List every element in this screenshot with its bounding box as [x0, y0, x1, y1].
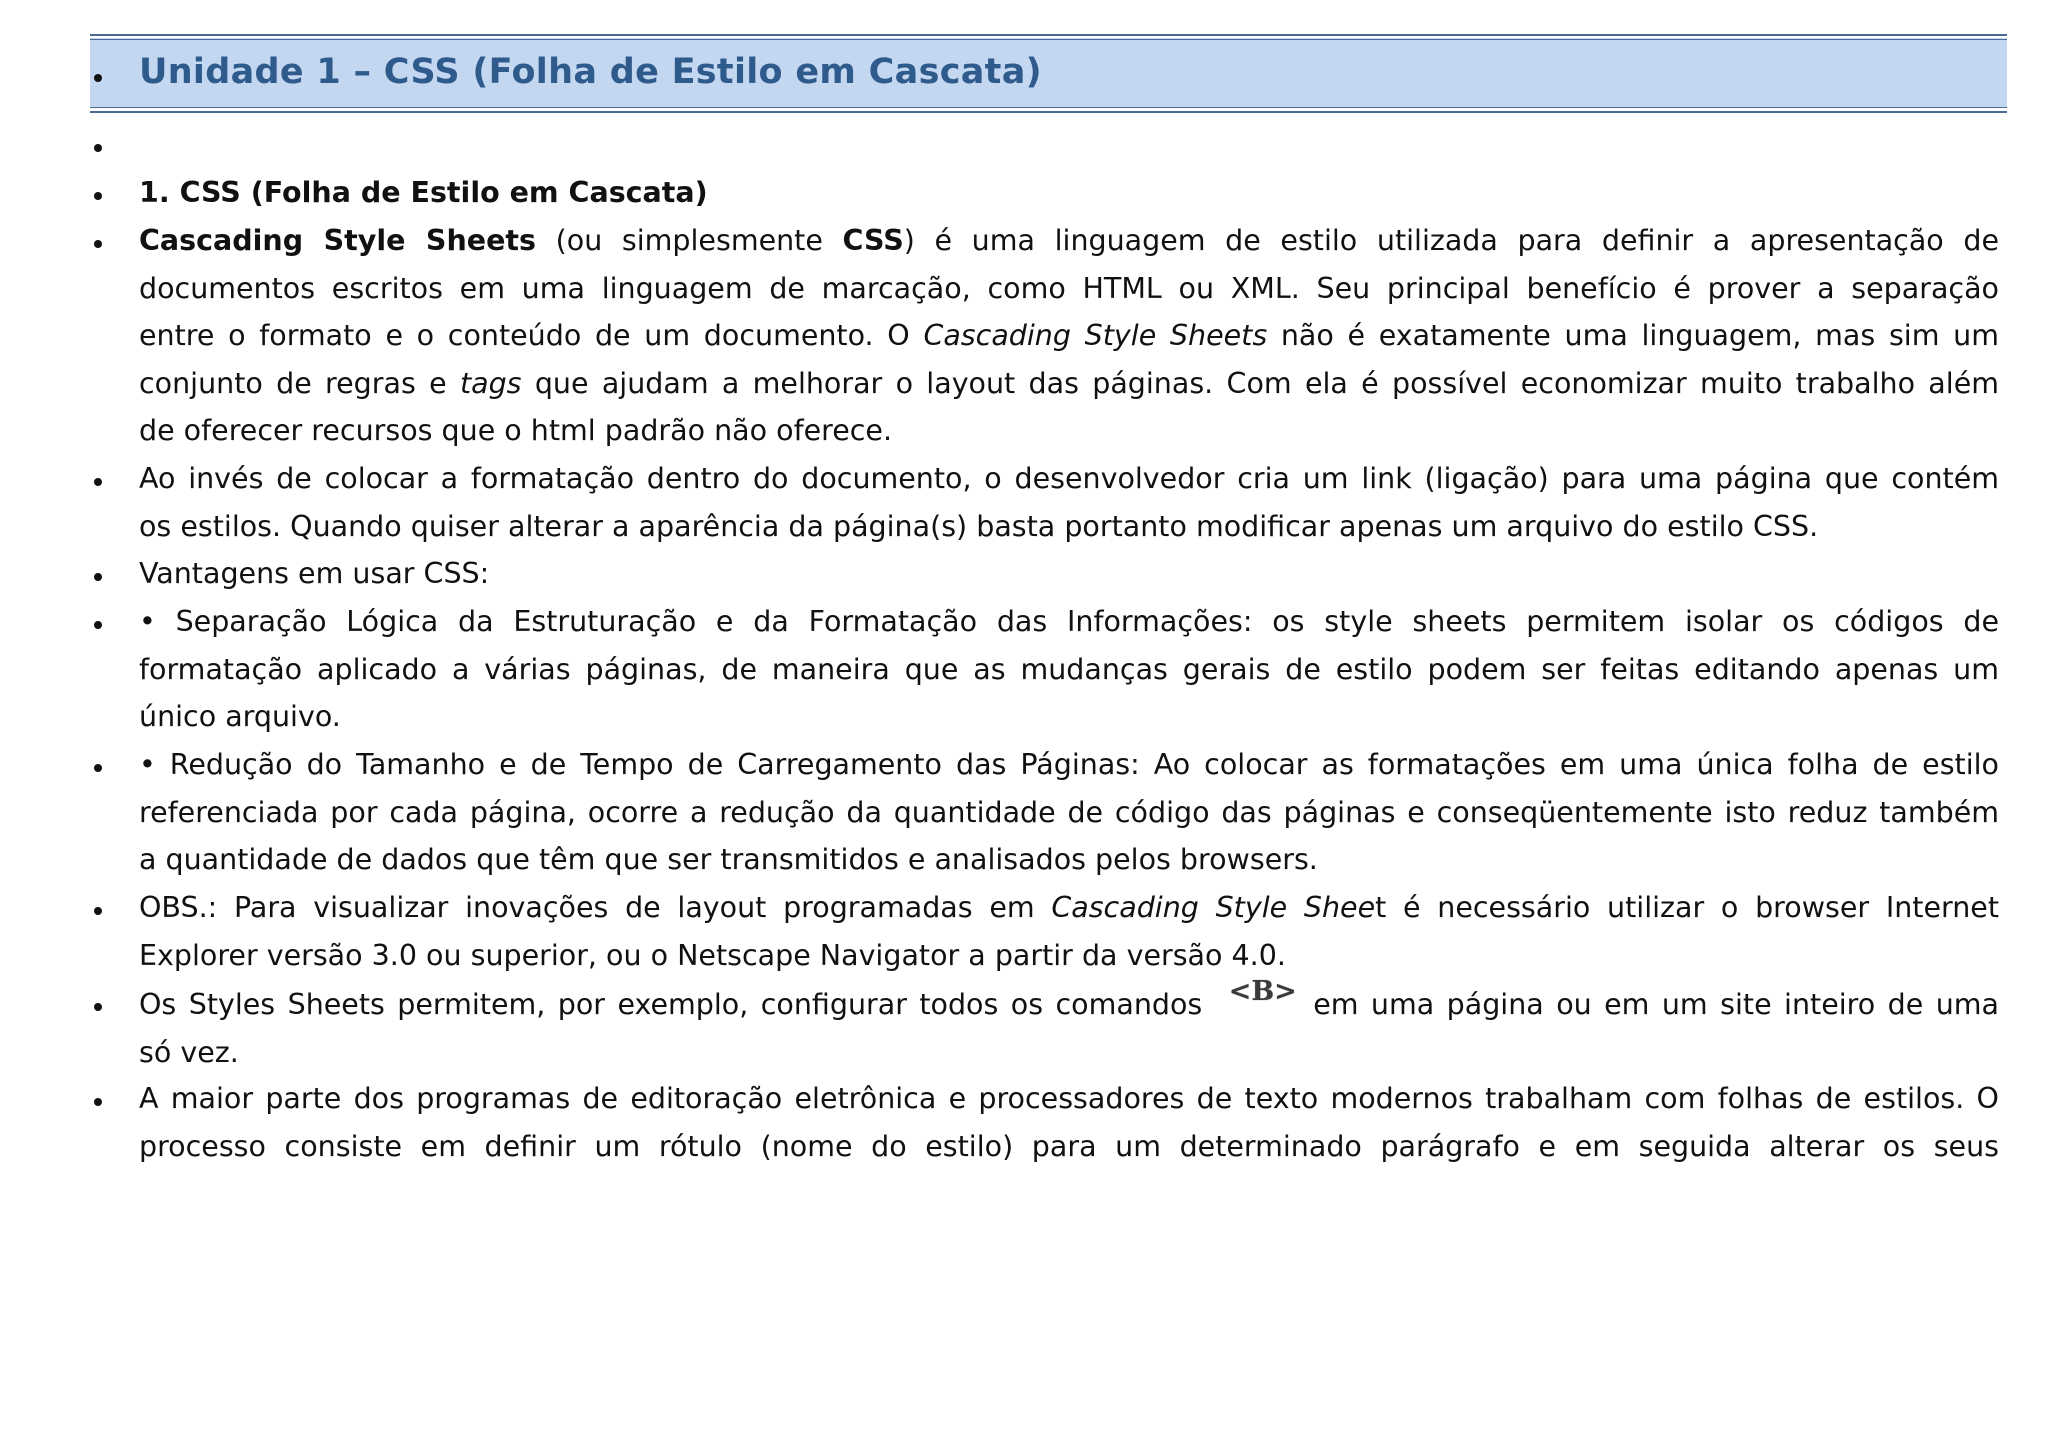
paragraph-css-definition: [139, 217, 1999, 455]
p5-bullet: [94, 764, 102, 772]
p1-bold-2: CSS: [842, 224, 904, 257]
p7-line-1-b: em uma página ou em um site inteiro de uma: [1313, 988, 1999, 1021]
paragraph-obs: [139, 884, 1999, 979]
p5-line-1: • Redução do Tamanho e de Tempo de Carregamento das Páginas: Ao colocar as formatações em uma única folha de estilo: [139, 748, 1999, 781]
p1-line-1: [139, 217, 1999, 265]
p7-line-1: [139, 976, 1999, 1029]
p1-line-3: [139, 312, 1999, 360]
p8-line-1: A maior parte dos programas de editoração eletrônica e processadores de texto modernos trabalham com folhas de estilos. O: [139, 1082, 1999, 1115]
p7-line-1-a: Os Styles Sheets permitem, por exemplo, configurar todos os comandos: [139, 988, 1203, 1021]
p8-line-2: processo consiste em definir um rótulo (nome do estilo) para um determinado parágrafo e em seguida alterar os seus: [139, 1129, 1999, 1163]
section-heading: [139, 169, 1999, 217]
bold-tag-image: [1223, 976, 1297, 1016]
p1-line-3-a: entre o formato e o conteúdo de um documento. O: [139, 319, 924, 353]
p6-line-2: Explorer versão 3.0 ou superior, ou o Netscape Navigator a partir da versão 4.0.: [139, 938, 1286, 972]
p8-bullet: [94, 1098, 102, 1106]
p3-bullet: [94, 573, 102, 581]
p1-text-1: (ou simplesmente: [536, 224, 843, 257]
p1-line-4-b: que ajudam a melhorar o layout das páginas. Com ela é possível economizar muito trabalho além: [521, 366, 1999, 400]
p6-bullet: [94, 907, 102, 915]
p2-bullet: [94, 478, 102, 486]
p7-line-2: só vez.: [139, 1035, 239, 1069]
p1-bold-1: Cascading Style Sheets: [139, 224, 536, 257]
p5-line-2: referenciada por cada página, ocorre a redução da quantidade de código das páginas e conseqüentemente isto reduz também: [139, 795, 1999, 829]
header-rule-top: [90, 34, 2007, 36]
p6-line-1-a: OBS.: Para visualizar inovações de layout programadas em: [139, 891, 1052, 924]
paragraph-link-styles: [139, 455, 1999, 550]
p1-line-4: [139, 360, 1999, 408]
p2-line-2: os estilos. Quando quiser alterar a aparência da página(s) basta portanto modificar apenas um arquivo do estilo CSS.: [139, 509, 1819, 543]
section-heading-text: 1. CSS (Folha de Estilo em Cascata): [139, 176, 708, 209]
p1-line-2: documentos escritos em uma linguagem de marcação, como HTML ou XML. Seu principal benefício é prover a separação: [139, 271, 1999, 305]
p1-text-2: ) é uma linguagem de estilo utilizada para definir a apresentação de: [903, 224, 1999, 257]
title-bullet: [94, 74, 102, 82]
p1-bullet: [94, 240, 102, 248]
heading-bullet: [94, 192, 102, 200]
p1-line-3-italic: Cascading Style Sheets: [923, 319, 1268, 353]
header-rule-bottom-inner: [90, 107, 2007, 108]
p1-line-3-b: não é exatamente uma linguagem, mas sim um: [1267, 319, 1999, 353]
header-rule-top-inner: [90, 39, 2007, 40]
paragraph-advantages: [139, 550, 1999, 598]
p2-line-1: Ao invés de colocar a formatação dentro do documento, o desenvolvedor cria um link (ligação) para uma página que contém: [139, 462, 1999, 495]
p5-line-3: a quantidade de dados que têm que ser transmitidos e analisados pelos browsers.: [139, 843, 1318, 877]
p1-line-5: de oferecer recursos que o html padrão não oferece.: [139, 414, 893, 448]
header-rule-bottom: [90, 111, 2007, 113]
page-title: Unidade 1 – CSS (Folha de Estilo em Cascata): [139, 52, 1042, 92]
p3-line-1: Vantagens em usar CSS:: [139, 557, 490, 590]
p4-line-3: único arquivo.: [139, 700, 341, 734]
paragraph-size-reduction: [139, 741, 1999, 884]
p4-bullet: [94, 621, 102, 629]
p6-line-1: [139, 884, 1999, 932]
paragraph-logical-separation: [139, 598, 1999, 741]
p1-line-4-italic: tags: [459, 366, 522, 400]
p4-line-2: formatação aplicado a várias páginas, de maneira que as mudanças gerais de estilo podem ser feitas editando apenas um: [139, 652, 1999, 686]
p7-bullet: [94, 1003, 102, 1011]
p6-line-1-b: t é necessário utilizar o browser Internet: [1375, 891, 1999, 924]
p1-line-4-a: conjunto de regras e: [139, 366, 460, 400]
empty-bullet: [94, 144, 102, 152]
p6-line-1-italic: Cascading Style Shee: [1051, 891, 1376, 924]
paragraph-editors: [139, 1075, 1999, 1170]
bold-tag-image-text: <B>: [1228, 976, 1297, 1007]
paragraph-styles-sheets: [139, 976, 1999, 1076]
p4-line-1: • Separação Lógica da Estruturação e da Formatação das Informações: os style sheets permitem isolar os códigos de: [139, 605, 1999, 638]
